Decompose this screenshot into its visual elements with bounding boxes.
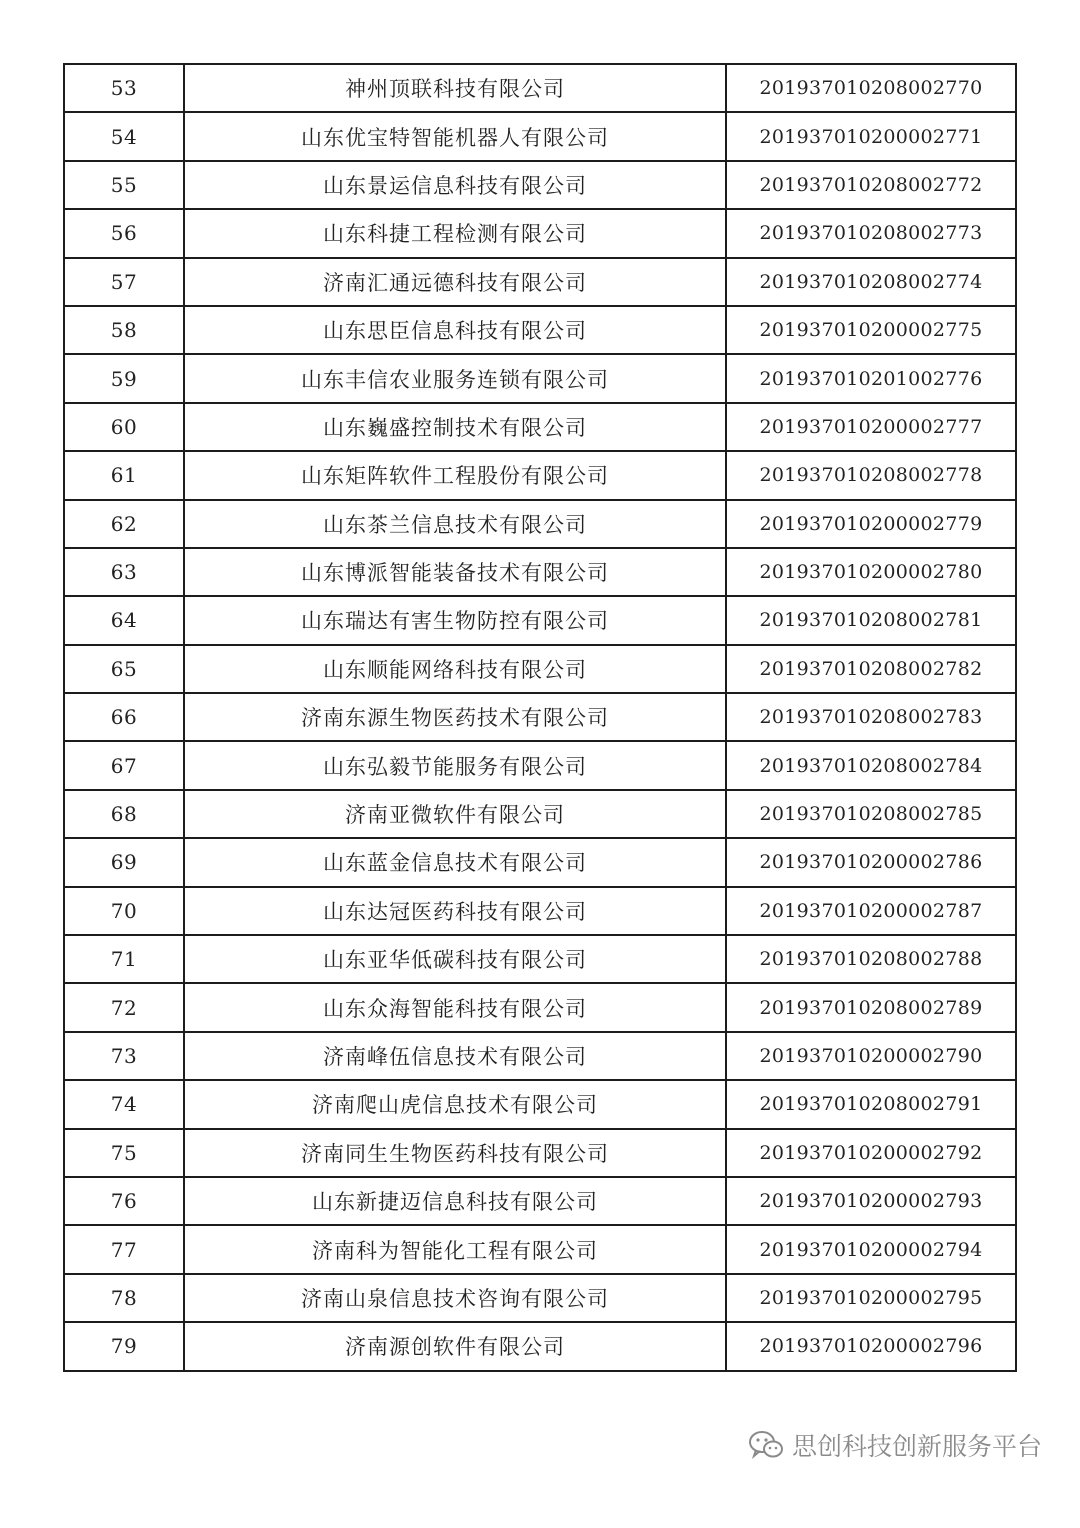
company-name: 山东茶兰信息技术有限公司	[184, 500, 726, 548]
company-name: 山东众海智能科技有限公司	[184, 983, 726, 1031]
company-name: 济南爬山虎信息技术有限公司	[184, 1080, 726, 1128]
company-name: 山东顺能网络科技有限公司	[184, 645, 726, 693]
registration-code: 201937010201002776	[726, 354, 1016, 402]
company-name: 山东思臣信息科技有限公司	[184, 306, 726, 354]
row-number: 64	[64, 596, 184, 644]
row-number: 62	[64, 500, 184, 548]
registration-code: 201937010200002790	[726, 1032, 1016, 1080]
table-row	[64, 790, 1016, 838]
table-row	[64, 112, 1016, 160]
company-table-body	[64, 64, 1016, 1371]
row-number: 61	[64, 451, 184, 499]
table-row	[64, 983, 1016, 1031]
registration-code: 201937010200002779	[726, 500, 1016, 548]
registration-code: 201937010208002773	[726, 209, 1016, 257]
registration-code: 201937010208002770	[726, 64, 1016, 112]
registration-code: 201937010200002796	[726, 1322, 1016, 1370]
table-row	[64, 838, 1016, 886]
row-number: 66	[64, 693, 184, 741]
company-name: 山东科捷工程检测有限公司	[184, 209, 726, 257]
row-number: 75	[64, 1129, 184, 1177]
company-name: 济南源创软件有限公司	[184, 1322, 726, 1370]
row-number: 78	[64, 1274, 184, 1322]
company-name: 山东博派智能装备技术有限公司	[184, 548, 726, 596]
company-name: 神州顶联科技有限公司	[184, 64, 726, 112]
row-number: 79	[64, 1322, 184, 1370]
table-row	[64, 306, 1016, 354]
table-row	[64, 1274, 1016, 1322]
registration-code: 201937010200002786	[726, 838, 1016, 886]
registration-code: 201937010208002784	[726, 741, 1016, 789]
table-row	[64, 1080, 1016, 1128]
company-name: 济南亚微软件有限公司	[184, 790, 726, 838]
company-name: 济南东源生物医药技术有限公司	[184, 693, 726, 741]
table-row	[64, 1322, 1016, 1370]
company-name: 山东丰信农业服务连锁有限公司	[184, 354, 726, 402]
registration-code: 201937010208002788	[726, 935, 1016, 983]
company-name: 山东蓝金信息技术有限公司	[184, 838, 726, 886]
registration-code: 201937010200002794	[726, 1225, 1016, 1273]
company-name: 山东矩阵软件工程股份有限公司	[184, 451, 726, 499]
watermark	[748, 1427, 1042, 1463]
row-number: 63	[64, 548, 184, 596]
table-row	[64, 1225, 1016, 1273]
company-name: 山东弘毅节能服务有限公司	[184, 741, 726, 789]
registration-code: 201937010208002781	[726, 596, 1016, 644]
row-number: 70	[64, 887, 184, 935]
registration-code: 201937010208002772	[726, 161, 1016, 209]
registration-code: 201937010200002793	[726, 1177, 1016, 1225]
table-row	[64, 1129, 1016, 1177]
row-number: 60	[64, 403, 184, 451]
table-row	[64, 741, 1016, 789]
registration-code: 201937010208002778	[726, 451, 1016, 499]
registration-code: 201937010208002785	[726, 790, 1016, 838]
registration-code: 201937010208002789	[726, 983, 1016, 1031]
table-row	[64, 548, 1016, 596]
row-number: 54	[64, 112, 184, 160]
table-row	[64, 451, 1016, 499]
row-number: 56	[64, 209, 184, 257]
row-number: 74	[64, 1080, 184, 1128]
company-name: 山东达冠医药科技有限公司	[184, 887, 726, 935]
company-name: 济南汇通远德科技有限公司	[184, 258, 726, 306]
table-row	[64, 209, 1016, 257]
table-row	[64, 258, 1016, 306]
table-row	[64, 887, 1016, 935]
table-row	[64, 1032, 1016, 1080]
registration-code: 201937010200002777	[726, 403, 1016, 451]
row-number: 53	[64, 64, 184, 112]
table-row	[64, 161, 1016, 209]
table-row	[64, 596, 1016, 644]
registration-code: 201937010208002782	[726, 645, 1016, 693]
registration-code: 201937010208002783	[726, 693, 1016, 741]
wechat-icon	[748, 1430, 784, 1460]
company-name: 济南峰伍信息技术有限公司	[184, 1032, 726, 1080]
table-row	[64, 354, 1016, 402]
row-number: 72	[64, 983, 184, 1031]
row-number: 73	[64, 1032, 184, 1080]
row-number: 58	[64, 306, 184, 354]
company-name: 济南山泉信息技术咨询有限公司	[184, 1274, 726, 1322]
company-name: 济南科为智能化工程有限公司	[184, 1225, 726, 1273]
table-row	[64, 935, 1016, 983]
registration-code: 201937010208002774	[726, 258, 1016, 306]
company-name: 山东巍盛控制技术有限公司	[184, 403, 726, 451]
row-number: 69	[64, 838, 184, 886]
row-number: 77	[64, 1225, 184, 1273]
company-name: 山东瑞达有害生物防控有限公司	[184, 596, 726, 644]
company-name: 山东新捷迈信息科技有限公司	[184, 1177, 726, 1225]
watermark-text: 思创科技创新服务平台	[791, 1432, 1042, 1461]
company-table	[63, 63, 1017, 1372]
table-row	[64, 64, 1016, 112]
table-row	[64, 403, 1016, 451]
registration-code: 201937010200002787	[726, 887, 1016, 935]
company-name: 济南同生生物医药科技有限公司	[184, 1129, 726, 1177]
registration-code: 201937010200002771	[726, 112, 1016, 160]
registration-code: 201937010200002775	[726, 306, 1016, 354]
company-name: 山东亚华低碳科技有限公司	[184, 935, 726, 983]
company-table-sheet	[63, 63, 1015, 1372]
registration-code: 201937010200002795	[726, 1274, 1016, 1322]
company-name: 山东优宝特智能机器人有限公司	[184, 112, 726, 160]
table-row	[64, 693, 1016, 741]
row-number: 68	[64, 790, 184, 838]
row-number: 55	[64, 161, 184, 209]
row-number: 71	[64, 935, 184, 983]
row-number: 59	[64, 354, 184, 402]
registration-code: 201937010208002791	[726, 1080, 1016, 1128]
row-number: 57	[64, 258, 184, 306]
row-number: 67	[64, 741, 184, 789]
table-row	[64, 645, 1016, 693]
company-name: 山东景运信息科技有限公司	[184, 161, 726, 209]
table-row	[64, 1177, 1016, 1225]
row-number: 76	[64, 1177, 184, 1225]
registration-code: 201937010200002780	[726, 548, 1016, 596]
registration-code: 201937010200002792	[726, 1129, 1016, 1177]
table-row	[64, 500, 1016, 548]
row-number: 65	[64, 645, 184, 693]
